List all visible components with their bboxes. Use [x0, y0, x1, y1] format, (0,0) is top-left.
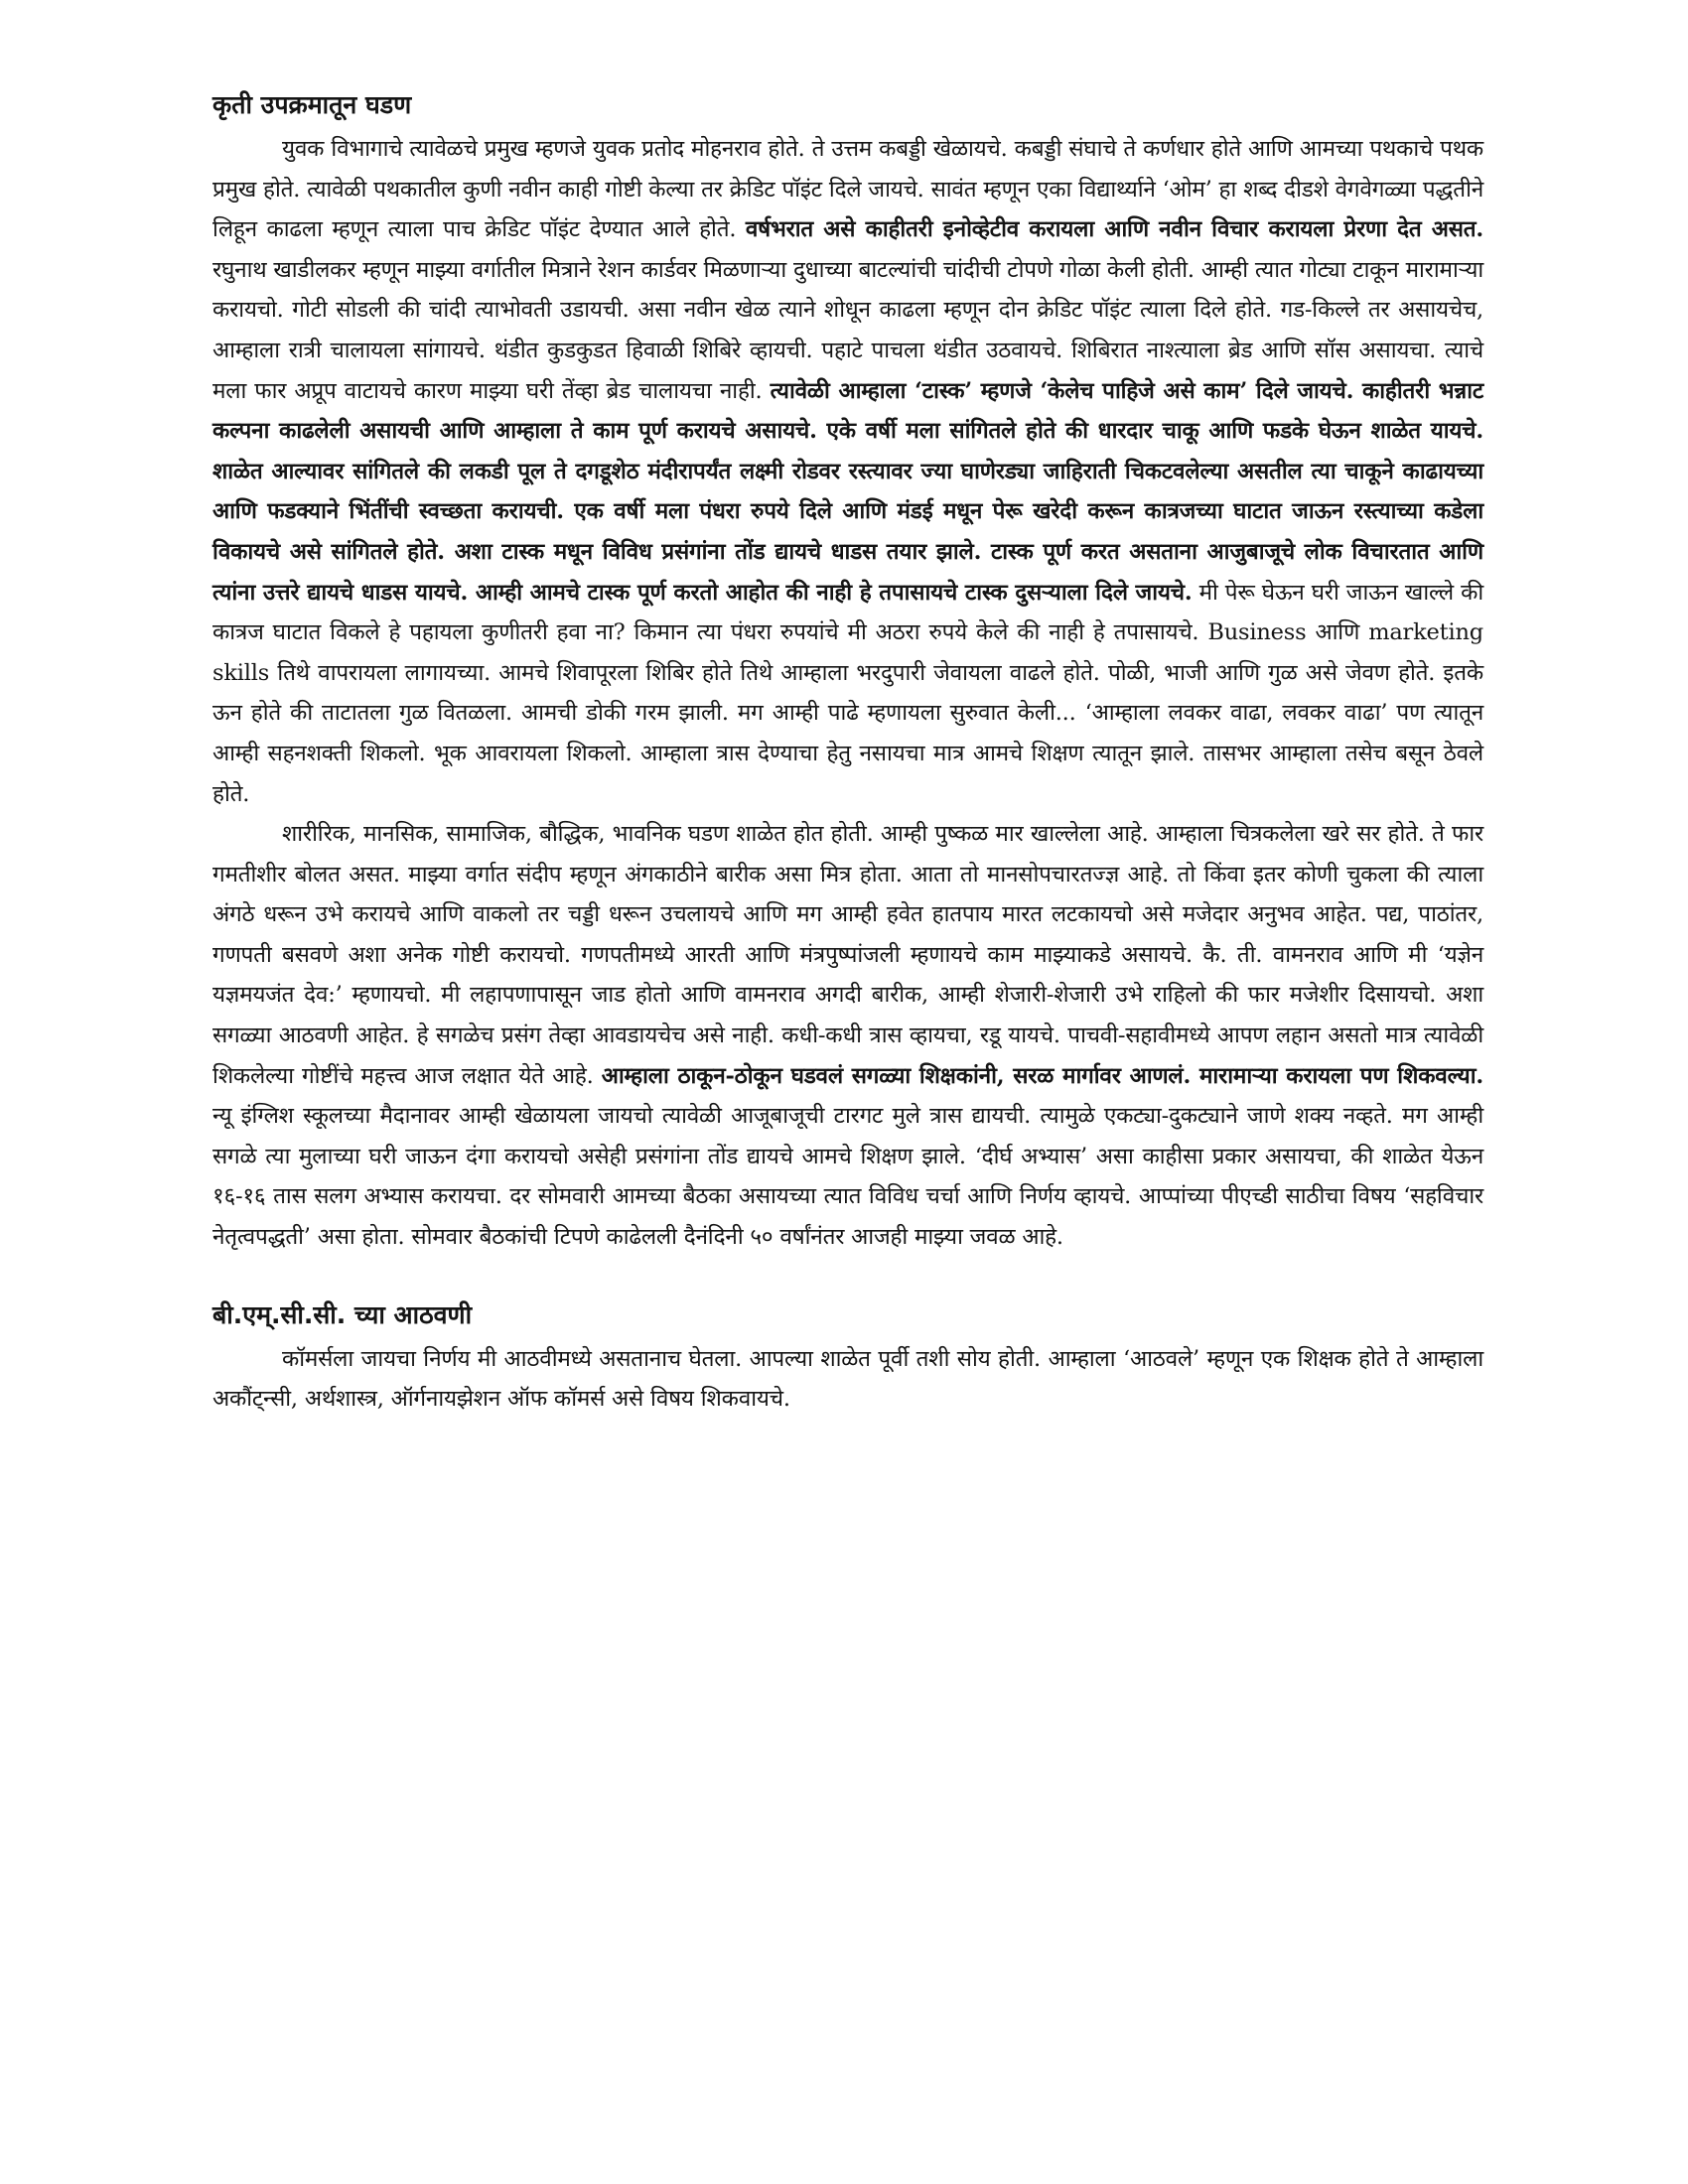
paragraph — [212, 814, 1483, 1258]
text-run: कॉमर्सला जायचा निर्णय मी आठवीमध्ये असतानाच घेतला. आपल्या शाळेत पूर्वी तशी सोय होती. आम्हाला ‘आठवले’ म्हणून एक शिक्षक होते ते आम्हाला अकौंट्न्सी, अर्थशास्त्र, ऑर्गनायझेशन ऑफ कॉमर्स असे विषय शिकवायचे. — [212, 1345, 1483, 1413]
paragraph — [212, 129, 1483, 814]
bold-text-run: वर्षभरात असे काहीतरी इनोव्हेटीव करायला आणि नवीन विचार करायला प्रेरणा देत असत. — [745, 216, 1483, 243]
text-run: शारीरिक, मानसिक, सामाजिक, बौद्धिक, भावनिक घडण शाळेत होत होती. आम्ही पुष्कळ मार खाल्लेला आहे. आम्हाला चित्रकलेला खरे सर होते. ते फार गमतीशीर बोलत असत. माझ्या वर्गात संदीप म्हणून अंगकाठीने बारीक असा मित्र होता. आता तो मानसोपचारतज्ज्ञ आहे. तो किंवा इतर कोणी चुकला की त्याला अंगठे धरून उभे करायचे आणि वाकलो तर चड्डी धरून उचलायचे आणि मग आम्ही हवेत हातपाय मारत लटकायचो असे मजेदार अनुभव आहेत. पद्य, पाठांतर, गणपती बसवणे अशा अनेक गोष्टी करायचो. गणपतीमध्ये आरती आणि मंत्रपुष्पांजली म्हणायचे काम माझ्याकडे असायचे. कै. ती. वामनराव आणि मी ‘यज्ञेन यज्ञमयजंत देव:’ म्हणायचो. मी लहापणापासून जाड होतो आणि वामनराव अगदी बारीक, आम्ही शेजारी-शेजारी उभे राहिलो की फार मजेशीर दिसायचो. अशा सगळ्या आठवणी आहेत. हे सगळेच प्रसंग तेव्हा आवडायचेच असे नाही. कधी-कधी त्रास व्हायचा, रडू यायचे. पाचवी-सहावीमध्ये आपण लहान असतो मात्र त्यावेळी शिकलेल्या गोष्टींचे महत्त्व आज लक्षात येते आहे. — [212, 821, 1483, 1089]
section-body-bmcc — [212, 1339, 1483, 1420]
bold-text-run: त्यावेळी आम्हाला ‘टास्क’ म्हणजे ‘केलेच पाहिजे असे काम’ दिले जायचे. काहीतरी भन्नाट कल्पना काढलेली असायची आणि आम्हाला ते काम पूर्ण करायचे असायचे. एके वर्षी मला सांगितले होते की धारदार चाकू आणि फडके घेऊन शाळेत यायचे. शाळेत आल्यावर सांगितले की लकडी पूल ते दगडूशेठ मंदीरापर्यंत लक्ष्मी रोडवर रस्त्यावर ज्या घाणेरड्या जाहिराती चिकटवलेल्या असतील त्या चाकूने काढायच्या आणि फडक्याने भिंतींची स्वच्छता करायची. एक वर्षी मला पंधरा रुपये दिले आणि मंडई मधून पेरू खरेदी करून कात्रजच्या घाटात जाऊन रस्त्याच्या कडेला विकायचे असे सांगितले होते. अशा टास्क मधून विविध प्रसंगांना तोंड द्यायचे धाडस तयार झाले. टास्क पूर्ण करत असताना आजुबाजूचे लोक विचारतात आणि त्यांना उत्तरे द्यायचे धाडस यायचे. आम्ही आमचे टास्क पूर्ण करतो आहोत की नाही हे तपासायचे टास्क दुसऱ्याला दिले जायचे. — [212, 377, 1483, 606]
text-run: न्यू इंग्लिश स्कूलच्या मैदानावर आम्ही खेळायला जायचो त्यावेळी आजूबाजूची टारगट मुले त्रास द्यायची. त्यामुळे एकट्या-दुकट्याने जाणे शक्य नव्हते. मग आम्ही सगळे त्या मुलाच्या घरी जाऊन दंगा करायचो असेही प्रसंगांना तोंड द्यायचे आमचे शिक्षण झाले. ‘दीर्घ अभ्यास’ असा काहीसा प्रकार असायचा, की शाळेत येऊन १६-१६ तास सलग अभ्यास करायचा. दर सोमवारी आमच्या बैठका असायच्या त्यात विविध चर्चा आणि निर्णय व्हायचे. आप्पांच्या पीएच्डी साठीचा विषय ‘सहविचार नेतृत्वपद्धती’ असा होता. सोमवार बैठकांची टिपणे काढेलली दैनंदिनी ५० वर्षांनंतर आजही माझ्या जवळ आहे. — [212, 1103, 1484, 1251]
section-body-kruti — [212, 129, 1483, 1258]
text-run: मी पेरू घेऊन घरी जाऊन खाल्ले की कात्रज घाटात विकले हे पहायला कुणीतरी हवा ना? किमान त्या पंधरा रुपयांचे मी अठरा रुपये केले की नाही हे तपासायचे. Business आणि marketing skills तिथे वापरायला लागायच्या. आमचे शिवापूरला शिबिर होते तिथे आम्हाला भरदुपारी जेवायला वाढले होते. पोळी, भाजी आणि गुळ असे जेवण होते. इतके ऊन होते की ताटातला गुळ वितळला. आमची डोकी गरम झाली. मग आम्ही पाढे म्हणायला सुरुवात केली... ‘आम्हाला लवकर वाढा, लवकर वाढा’ पण त्यातून आम्ही सहनशक्ती शिकलो. भूक आवरायला शिकलो. आम्हाला त्रास देण्याचा हेतु नसायचा मात्र आमचे शिक्षण त्यातून झाले. तासभर आम्हाला तसेच बसून ठेवले होते. — [212, 579, 1483, 807]
section-heading-bmcc: बी.एम्.सी.सी. च्या आठवणी — [212, 1299, 473, 1329]
bold-text-run: आम्हाला ठाकून-ठोकून घडवलं सगळ्या शिक्षकांनी, सरळ मार्गावर आणलं. मारामाऱ्या करायला पण शिकवल्या. — [601, 1062, 1483, 1089]
section-heading-kruti: कृती उपक्रमातून घडण — [212, 90, 412, 119]
text-run: रघुनाथ खाडीलकर म्हणून माझ्या वर्गातील मित्राने रेशन कार्डवर मिळणाऱ्या दुधाच्या बाटल्यांची चांदीची टोपणे गोळा केली होती. आम्ही त्यात गोट्या टाकून मारामाऱ्या करायचो. गोटी सोडली की चांदी त्याभोवती उडायची. असा नवीन खेळ त्याने शोधून काढला म्हणून दोन क्रेडिट पॉइंट त्याला दिले होते. गड-किल्ले तर असायचेच, आम्हाला रात्री चालायला सांगायचे. थंडीत कुडकुडत हिवाळी शिबिरे व्हायची. पहाटे पाचला थंडीत उठवायचे. शिबिरात नाश्त्याला ब्रेड आणि सॉस असायचा. त्याचे मला फार अप्रूप वाटायचे कारण माझ्या घरी तेंव्हा ब्रेड चालायचा नाही. — [212, 256, 1483, 404]
paragraph — [212, 1339, 1483, 1420]
text-run: युवक विभागाचे त्यावेळचे प्रमुख म्हणजे युवक प्रतोद मोहनराव होते. ते उत्तम कबड्डी खेळायचे. कबड्डी संघाचे ते कर्णधार होते आणि आमच्या पथकाचे पथक प्रमुख होते. त्यावेळी पथकातील कुणी नवीन काही गोष्टी केल्या तर क्रेडिट पॉइंट दिले जायचे. सावंत म्हणून एका विद्यार्थ्याने ‘ओम’ हा शब्द दीडशे वेगवेगळ्या पद्धतीने लिहून काढला म्हणून त्याला पाच क्रेडिट पॉइंट देण्यात आले होते. — [212, 136, 1483, 243]
